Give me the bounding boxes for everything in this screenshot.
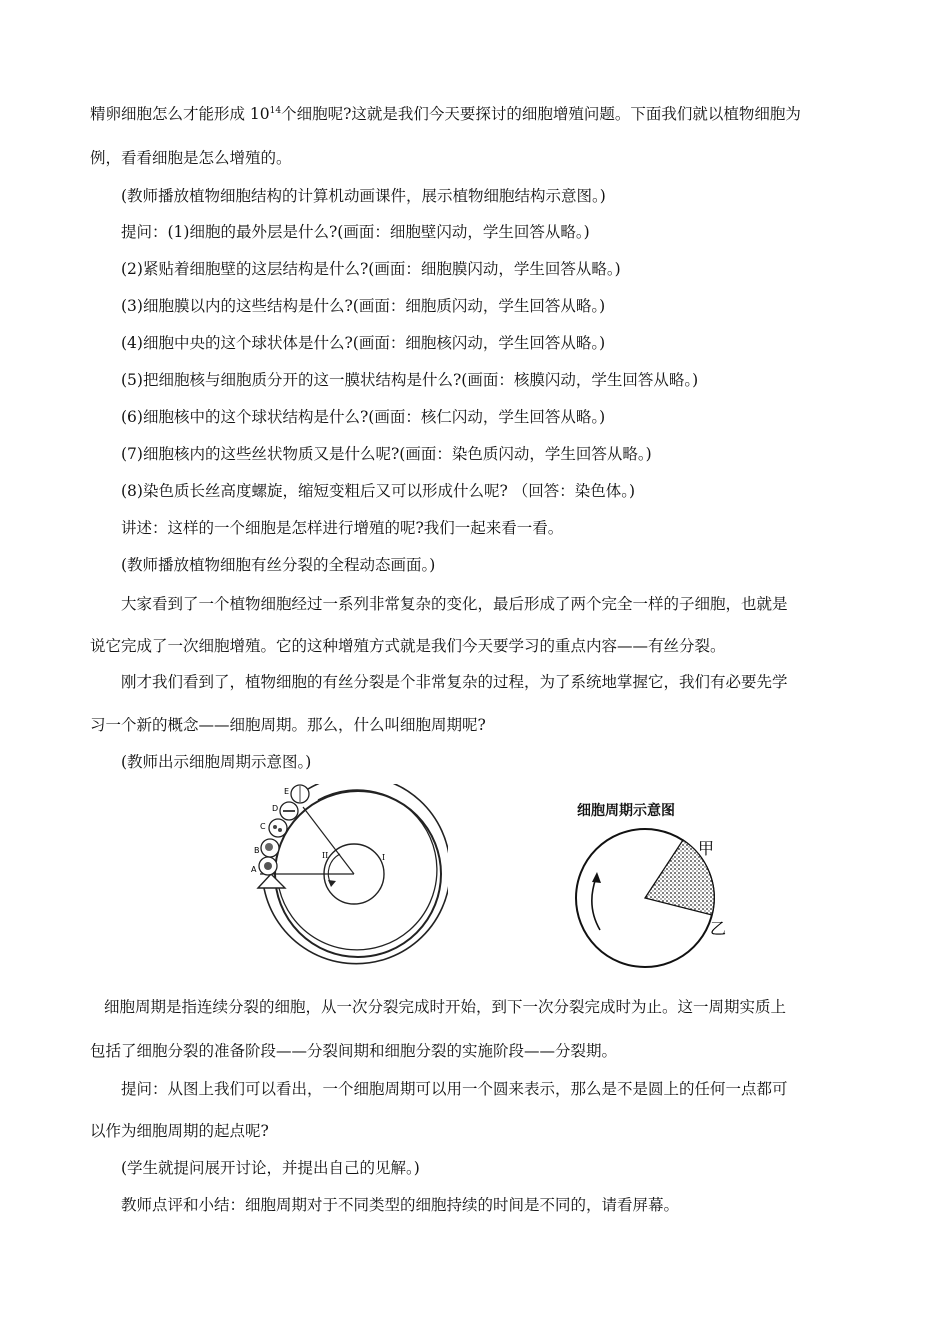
label-d: D [272, 804, 279, 813]
paragraph-8-line-2: 包括了细胞分裂的准备阶段——分裂间期和细胞分裂的实施阶段——分裂期。 [90, 1042, 618, 1060]
question-4: (4)细胞中央的这个球状体是什么?(画面：细胞核闪动，学生回答从略。) [121, 334, 606, 352]
paragraph-5-line-1: 大家看到了一个植物细胞经过一系列非常复杂的变化，最后形成了两个完全一样的子细胞，也就是 [121, 595, 788, 613]
label-i: I [382, 853, 386, 862]
label-c: C [260, 822, 266, 831]
question-3: (3)细胞膜以内的这些结构是什么?(画面：细胞质闪动，学生回答从略。) [121, 297, 606, 315]
paragraph-2: (教师播放植物细胞结构的计算机动画课件，展示植物细胞结构示意图。) [121, 187, 606, 205]
paragraph-7: (教师出示细胞周期示意图。) [121, 753, 312, 771]
paragraph-1-line-1 [90, 104, 801, 124]
question-8: (8)染色质长丝高度螺旋，缩短变粗后又可以形成什么呢? （回答：染色体。) [121, 482, 635, 500]
superscript-exponent: 14 [269, 105, 282, 116]
label-b: B [254, 846, 260, 855]
label-ii: II [322, 851, 329, 860]
paragraph-6-line-1: 刚才我们看到了，植物细胞的有丝分裂是个非常复杂的过程，为了系统地掌握它，我们有必要先学 [121, 673, 788, 691]
question-7: (7)细胞核内的这些丝状物质又是什么呢?(画面：染色质闪动，学生回答从略。) [121, 445, 652, 463]
question-1: 提问：(1)细胞的最外层是什么?(画面：细胞壁闪动，学生回答从略。) [121, 223, 590, 241]
text-run: 个细胞呢?这就是我们今天要探讨的细胞增殖问题。下面我们就以植物细胞为 [281, 105, 801, 123]
paragraph-9-line-1: 提问：从图上我们可以看出，一个细胞周期可以用一个圆来表示，那么是不是圆上的任何一点都可 [121, 1080, 788, 1098]
paragraph-5-line-2: 说它完成了一次细胞增殖。它的这种增殖方式就是我们今天要学习的重点内容——有丝分裂。 [90, 637, 726, 655]
paragraph-1-line-2: 例，看看细胞是怎么增殖的。 [90, 149, 292, 167]
paragraph-11: 教师点评和小结：细胞周期对于不同类型的细胞持续的时间是不同的，请看屏幕。 [121, 1196, 680, 1214]
paragraph-4: (教师播放植物细胞有丝分裂的全程动态画面。) [121, 556, 436, 574]
cell-cycle-diagram-left [248, 784, 448, 976]
question-5: (5)把细胞核与细胞质分开的这一膜状结构是什么?(画面：核膜闪动，学生回答从略。) [121, 371, 699, 389]
cell-c [269, 819, 287, 837]
paragraph-10: (学生就提问展开讨论，并提出自己的见解。) [121, 1159, 420, 1177]
figure-title: 细胞周期示意图 [577, 803, 675, 819]
paragraph-3: 讲述：这样的一个细胞是怎样进行增殖的呢?我们一起来看一看。 [121, 519, 564, 537]
paragraph-6-line-2: 习一个新的概念——细胞周期。那么，什么叫细胞周期呢? [90, 716, 486, 734]
label-jia: 甲 [698, 839, 715, 858]
label-yi: 乙 [710, 919, 727, 938]
cell-cycle-diagram-right [570, 820, 740, 970]
label-a: A [251, 865, 257, 874]
question-2: (2)紧贴着细胞壁的这层结构是什么?(画面：细胞膜闪动，学生回答从略。) [121, 260, 621, 278]
label-e: E [284, 787, 290, 796]
question-6: (6)细胞核中的这个球状结构是什么?(画面：核仁闪动，学生回答从略。) [121, 408, 606, 426]
paragraph-9-line-2: 以作为细胞周期的起点呢? [90, 1122, 269, 1140]
paragraph-8-line-1: 细胞周期是指连续分裂的细胞，从一次分裂完成时开始，到下一次分裂完成时为止。这一周期实质上 [104, 998, 787, 1016]
text-run: 精卵细胞怎么才能形成 10 [90, 105, 270, 123]
